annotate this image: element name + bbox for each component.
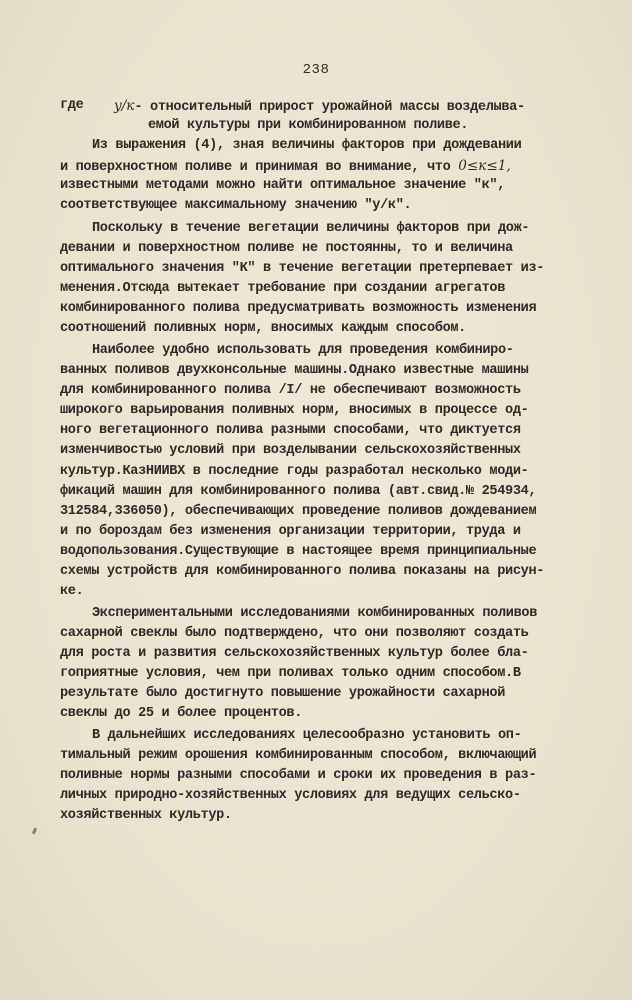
handwritten-symbol: y/к (114, 98, 135, 114)
text-line: фикаций машин для комбинированного полива (авт.свид.№ 254934, (60, 484, 537, 499)
text-line: хозяйственных культур. (60, 808, 232, 823)
text-line: личных природно-хозяйственных условиях для ведущих сельско- (60, 788, 521, 803)
text-line: изменчивостью условий при возделывании сельскохозяйственных (60, 443, 521, 458)
text-line: оптимального значения "К" в течение вегетации претерпевает из- (60, 261, 545, 276)
text-line: Экспериментальными исследованиями комбинированных поливов (92, 606, 538, 621)
text-line: результате было достигнуто повышение урожайности сахарной (60, 686, 506, 701)
text-line: культур.КазНИИВХ в последние годы разработал несколько моди- (60, 464, 529, 479)
text-line: соответствующее максимальному значению "y/к". (60, 198, 412, 213)
text-fragment: - относительный прирост урожайной массы возделыва- (134, 100, 525, 115)
text-line: широкого варьирования поливных норм, вносимых в процессе од- (60, 403, 529, 418)
text-line: менения.Отсюда вытекает требование при создании агрегатов (60, 281, 506, 296)
text-line: комбинированного полива предусматривать возможность изменения (60, 301, 537, 316)
text-line: и по бороздам без изменения организации территории, труда и (60, 524, 521, 539)
text-line-with-symbol (114, 96, 525, 118)
text-line: водопользования.Существующие в настоящее время принципиальные (60, 544, 537, 559)
text-line: ванных поливов двухконсольные машины.Однако известные машины (60, 363, 529, 378)
text-line: Из выражения (4), зная величины факторов при дождевании (92, 138, 522, 153)
text-line: соотношений поливных норм, вносимых каждым способом. (60, 321, 466, 336)
text-line: В дальнейших исследованиях целесообразно установить оп- (92, 728, 522, 743)
text-line: сахарной свеклы было подтверждено, что они позволяют создать (60, 626, 529, 641)
text-line: схемы устройств для комбинированного полива показаны на рисун- (60, 564, 545, 579)
stray-pen-mark (32, 828, 37, 835)
text-line: девании и поверхностном поливе не постоянны, то и величина (60, 241, 513, 256)
text-line: для комбинированного полива /I/ не обеспечивают возможность (60, 383, 521, 398)
text-line-with-formula (60, 156, 511, 178)
handwritten-formula: 0≤к≤1, (458, 158, 511, 174)
text-line: Поскольку в течение вегетации величины факторов при дож- (92, 221, 530, 236)
text-line: свеклы до 25 и более процентов. (60, 706, 303, 721)
text-line: известными методами можно найти оптимальное значение "к", (60, 178, 506, 193)
text-line: гоприятные условия, чем при поливах только одним способом.В (60, 666, 521, 681)
text-line: ке. (60, 584, 84, 599)
text-line: тимальный режим орошения комбинированным способом, включающий (60, 748, 537, 763)
text-line: Наиболее удобно использовать для проведения комбиниро- (92, 343, 514, 358)
text-line: где (60, 98, 84, 113)
text-line: емой культуры при комбинированном поливе. (148, 118, 469, 133)
text-line: 312584,336050), обеспечивающих проведение поливов дождеванием (60, 504, 537, 519)
text-line: для роста и развития сельскохозяйственных культур более бла- (60, 646, 529, 661)
page-number: 238 (302, 62, 330, 78)
text-line: ного вегетационного полива разными способами, что диктуется (60, 423, 521, 438)
text-fragment: и поверхностном поливе и принимая во внимание, что (60, 160, 451, 175)
text-line: поливные нормы разными способами и сроки их проведения в раз- (60, 768, 537, 783)
